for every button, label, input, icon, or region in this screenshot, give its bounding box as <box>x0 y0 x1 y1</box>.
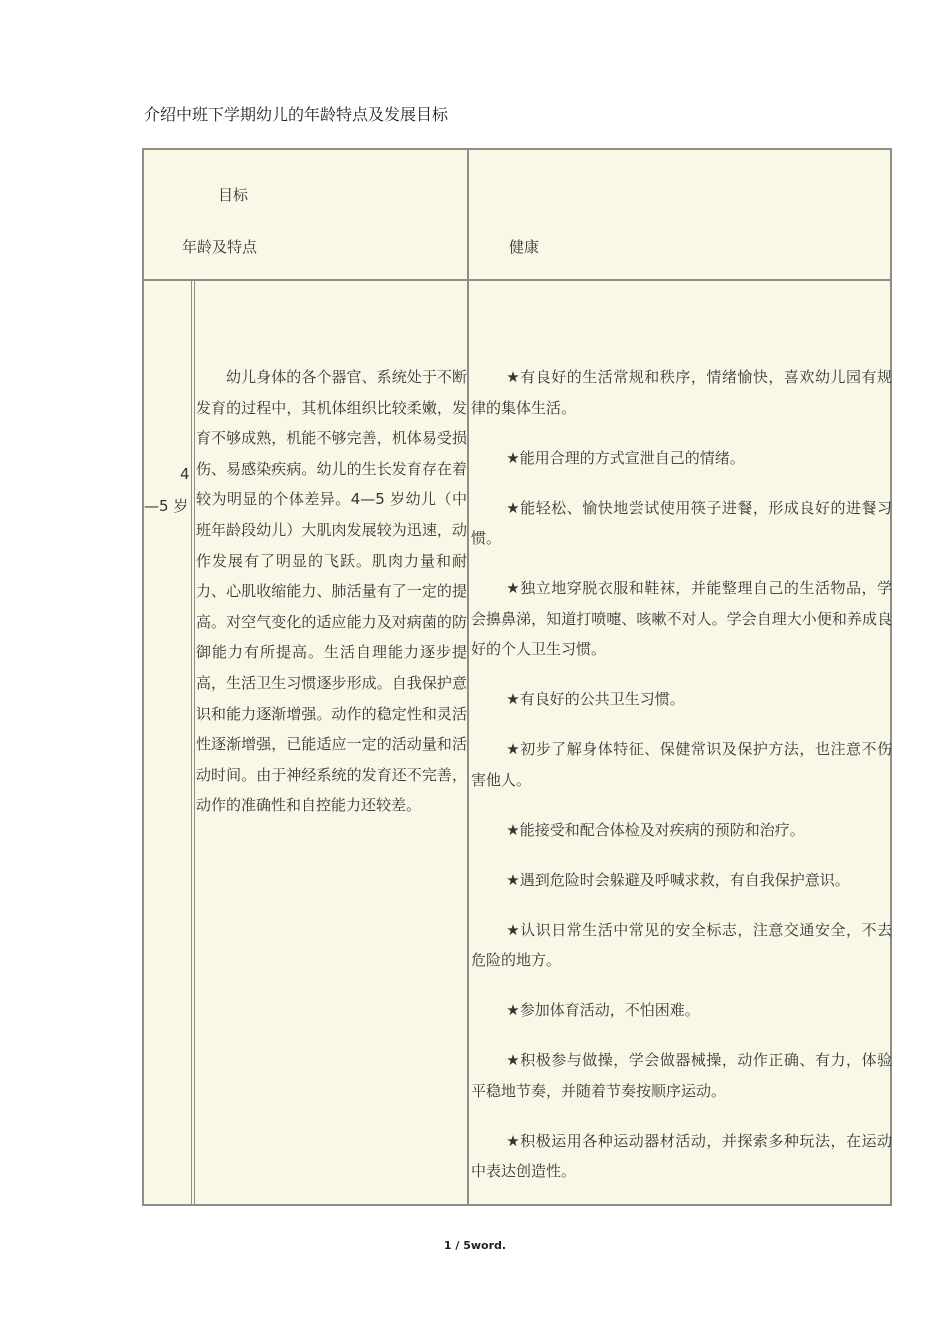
health-goal-item: ★积极参与做操，学会做器械操，动作正确、有力，体验平稳地节奏，并随着节奏按顺序运动。 <box>471 1051 892 1100</box>
document-title: 介绍中班下学期幼儿的年龄特点及发展目标 <box>144 105 449 124</box>
health-goal-item: ★独立地穿脱衣服和鞋袜，并能整理自己的生活物品，学会擤鼻涕，知道打喷嚏、咳嗽不对人。学会自理大小便和养成良好的个人卫生习惯。 <box>471 579 892 658</box>
health-goals-list <box>471 362 892 1206</box>
age-range-end: —5 岁 <box>144 497 189 515</box>
health-goal-item: ★能用合理的方式宣泄自己的情绪。 <box>506 448 745 467</box>
age-characteristics-text: 幼儿身体的各个器官、系统处于不断发育的过程中，其机体组织比较柔嫩，发育不够成熟，机能不够完善，机体易受损伤、易感染疾病。幼儿的生长发育存在着较为明显的个体差异。4—5 岁幼儿（中班年龄段幼儿）大肌肉发展较为迅速，动作发展有了明显的飞跃。肌肉力量和耐力、心肌收缩能力、肺活量有了一定的提高。对空气变化的适应能力及对病菌的防御能力有所提高。生活自理能力逐步提高，生活卫生习惯逐步形成。自我保护意识和能力逐渐增强。动作的稳定性和灵活性逐渐增强，已能适应一定的活动量和活动时间。由于神经系统的发育还不完善，动作的准确性和自控能力还较差。 <box>196 368 467 815</box>
table-border-top <box>142 148 892 150</box>
health-goal-item: ★认识日常生活中常见的安全标志，注意交通安全，不去危险的地方。 <box>471 920 892 969</box>
health-goal-item: ★能轻松、愉快地尝试使用筷子进餐，形成良好的进餐习惯。 <box>471 498 892 547</box>
table-border-header-bottom <box>142 279 892 281</box>
page-footer: 1 / 5word. <box>443 1239 507 1252</box>
header-target-label: 目标 <box>218 186 249 204</box>
table-border-left <box>142 148 144 1206</box>
health-goal-item: ★有良好的公共卫生习惯。 <box>506 690 685 708</box>
table-border-middle <box>467 148 469 1206</box>
health-goal-item: ★遇到危险时会躲避及呼喊求救，有自我保护意识。 <box>506 870 850 889</box>
health-goal-item: ★有良好的生活常规和秩序，情绪愉快，喜欢幼儿园有规律的集体生活。 <box>471 368 892 417</box>
health-goal-item: ★积极运用各种运动器材活动，并探索多种玩法，在运动中表达创造性。 <box>471 1131 892 1180</box>
table-border-age-column-inner <box>194 281 195 1204</box>
health-goal-item: ★初步了解身体特征、保健常识及保护方法，也注意不伤害他人。 <box>471 740 892 789</box>
table-border-age-column <box>191 281 192 1204</box>
header-age-features-label: 年龄及特点 <box>182 238 258 256</box>
health-goal-item: ★能接受和配合体检及对疾病的预防和治疗。 <box>506 820 805 839</box>
age-range-start: 4 <box>180 465 190 483</box>
header-health-label: 健康 <box>509 238 540 256</box>
health-goal-item: ★参加体育活动，不怕困难。 <box>506 1001 700 1019</box>
